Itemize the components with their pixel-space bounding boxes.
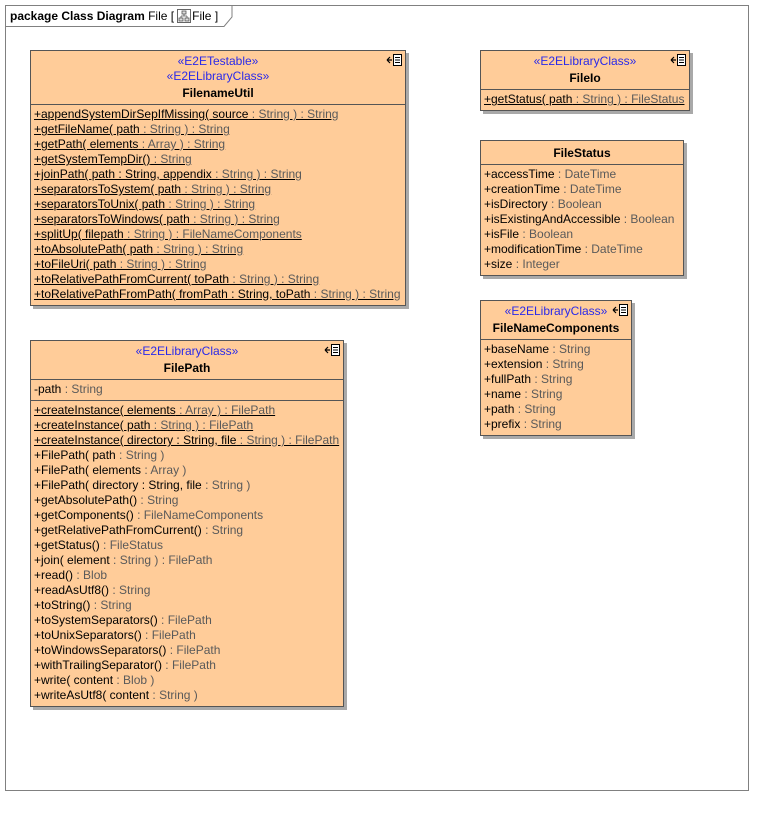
class-name: FilePath (163, 361, 211, 375)
operation-row[interactable] (34, 212, 402, 227)
operation-row[interactable] (34, 152, 402, 167)
member-type: : Boolean (547, 197, 602, 211)
member-type: : Array ) : String (138, 137, 226, 151)
member-signature: +isFile (484, 227, 520, 241)
stereotype-label: «E2ELibraryClass» (533, 54, 637, 68)
member-signature: +getPath( elements (34, 137, 139, 151)
attributes-compartment (481, 339, 631, 435)
operation-row[interactable] (34, 227, 402, 242)
member-type: : Array ) (141, 463, 187, 477)
member-type: : String (90, 598, 132, 612)
diagram-kind: package (10, 9, 59, 23)
class-filestatus[interactable] (480, 140, 684, 276)
member-signature: +fullPath (484, 372, 532, 386)
attribute-row[interactable] (484, 417, 628, 432)
operation-row[interactable] (34, 628, 340, 643)
class-name: FilenameUtil (182, 86, 254, 100)
operation-row[interactable] (34, 553, 340, 568)
member-type: : String ) : String (310, 287, 401, 301)
member-type: : DateTime (559, 182, 622, 196)
attribute-row[interactable] (484, 342, 628, 357)
operation-row[interactable] (34, 538, 340, 553)
member-type: : String ) : String (229, 272, 320, 286)
attribute-row[interactable] (484, 372, 628, 387)
member-signature: +createInstance( elements (34, 403, 176, 417)
operation-row[interactable] (34, 433, 340, 448)
member-signature: +prefix (484, 417, 521, 431)
operation-row[interactable] (34, 197, 402, 212)
attributes-compartment (481, 164, 683, 275)
member-type: : String ) : FileNameComponents (123, 227, 302, 241)
stereotype-label: «E2ETestable» (177, 54, 259, 68)
member-signature: +name (484, 387, 522, 401)
operations-compartment (31, 400, 343, 706)
member-signature: +size (484, 257, 513, 271)
operation-row[interactable] (34, 613, 340, 628)
attribute-row[interactable] (484, 257, 680, 272)
member-type: : String ) (201, 478, 251, 492)
operation-row[interactable] (34, 598, 340, 613)
operation-row[interactable] (34, 418, 340, 433)
member-type: : String (61, 382, 103, 396)
member-signature: +creationTime (484, 182, 560, 196)
member-signature: +read() (34, 568, 74, 582)
operation-row[interactable] (34, 463, 340, 478)
member-type: : String ) : String (153, 242, 244, 256)
operation-row[interactable] (34, 643, 340, 658)
operation-row[interactable] (34, 658, 340, 673)
class-header (481, 51, 689, 89)
member-signature: +toUnixSeparators() (34, 628, 142, 642)
member-type: : String ) : FileStatus (572, 92, 685, 106)
member-type: : Boolean (620, 212, 675, 226)
member-type: : String (514, 402, 556, 416)
member-type: : String ) : FilePath (150, 418, 254, 432)
member-type: : Array ) : FilePath (175, 403, 276, 417)
member-type: : String ) : FilePath (109, 553, 213, 567)
diagram-name: File (148, 9, 168, 23)
diagram-header-tab (5, 5, 232, 27)
member-type: : String (531, 372, 573, 386)
operation-row[interactable] (34, 493, 340, 508)
member-signature: +toRelativePathFromPath( fromPath : String, toPath (34, 287, 311, 301)
member-signature: +splitUp( filepath (34, 227, 124, 241)
member-signature: +FilePath( path (34, 448, 116, 462)
operation-row[interactable] (34, 182, 402, 197)
member-type: : String (520, 417, 562, 431)
member-type: : String (109, 583, 151, 597)
member-signature: +getRelativePathFromCurrent() (34, 523, 202, 537)
diagram-type-label: Class Diagram (61, 9, 145, 23)
member-signature: +baseName (484, 342, 550, 356)
operation-row[interactable] (34, 272, 402, 287)
member-signature: +toFileUri( path (34, 257, 117, 271)
bracket-close: ] (214, 9, 219, 23)
member-signature: +readAsUtf8() (34, 583, 110, 597)
member-type: : Blob ) (113, 673, 155, 687)
member-type: : String ) : String (139, 122, 230, 136)
operation-row[interactable] (34, 523, 340, 538)
attribute-row[interactable] (484, 167, 680, 182)
operation-row[interactable] (34, 403, 340, 418)
attribute-row[interactable] (484, 402, 628, 417)
class-element-icon (670, 54, 686, 66)
member-signature: +getStatus() (34, 538, 100, 552)
diagram-owner: File (192, 9, 212, 23)
class-header (481, 141, 683, 164)
operation-row[interactable] (34, 107, 402, 122)
member-type: : String ) (115, 448, 165, 462)
class-element-icon (386, 54, 402, 66)
member-type: : FileStatus (99, 538, 164, 552)
member-type: : String (201, 523, 244, 537)
member-signature: +createInstance( directory : String, file (34, 433, 237, 447)
member-type: : String (549, 342, 591, 356)
member-signature: +writeAsUtf8( content (34, 688, 150, 702)
operation-row[interactable] (34, 583, 340, 598)
member-signature: +getSystemTempDir() (34, 152, 151, 166)
member-type: : FileNameComponents (133, 508, 264, 522)
member-type: : String ) : String (165, 197, 256, 211)
class-element-icon (324, 344, 340, 356)
member-type: : String (150, 152, 192, 166)
member-signature: +toSystemSeparators() (34, 613, 158, 627)
member-signature: +join( element (34, 553, 110, 567)
member-signature: +isExistingAndAccessible (484, 212, 621, 226)
member-signature: +extension (484, 357, 543, 371)
member-signature: +toAbsolutePath( path (34, 242, 154, 256)
operation-row[interactable] (484, 92, 686, 107)
class-filepath[interactable] (30, 340, 344, 707)
stereotype-label: «E2ELibraryClass» (166, 69, 270, 83)
class-fileio[interactable] (480, 50, 690, 111)
member-signature: +getFileName( path (34, 122, 140, 136)
member-type: : String ) (149, 688, 198, 702)
class-name: FileStatus (553, 146, 611, 160)
member-type: : Blob (73, 568, 108, 582)
attribute-row[interactable] (484, 387, 628, 402)
member-type: : String ) : String (211, 167, 302, 181)
member-type: : FilePath (141, 628, 196, 642)
member-signature: +joinPath( path : String, appendix (34, 167, 212, 181)
class-element-icon (612, 304, 628, 316)
member-signature: +write( content (34, 673, 114, 687)
member-type: : String ) : FilePath (236, 433, 340, 447)
member-signature: +separatorsToUnix( path (34, 197, 166, 211)
operation-row[interactable] (34, 257, 402, 272)
class-filenameutil[interactable] (30, 50, 406, 306)
member-type: : String (137, 493, 179, 507)
member-signature: +toWindowsSeparators() (34, 643, 167, 657)
attribute-row[interactable] (484, 197, 680, 212)
member-signature: +getStatus( path (484, 92, 573, 106)
operation-row[interactable] (34, 448, 340, 463)
operation-row[interactable] (34, 287, 402, 302)
operation-row[interactable] (34, 478, 340, 493)
class-header (31, 341, 343, 379)
member-signature: +getAbsolutePath() (34, 493, 138, 507)
member-type: : String ) : String (189, 212, 280, 226)
member-signature: +getComponents() (34, 508, 134, 522)
member-signature: +appendSystemDirSepIfMissing( source (34, 107, 249, 121)
operation-row[interactable] (34, 673, 340, 688)
class-filenamecomponents[interactable] (480, 300, 632, 436)
operation-row[interactable] (34, 137, 402, 152)
member-type: : DateTime (581, 242, 643, 256)
class-header (31, 51, 405, 104)
operations-compartment (481, 89, 689, 110)
member-type: : FilePath (166, 643, 221, 657)
member-signature: +createInstance( path (34, 418, 151, 432)
operation-row[interactable] (34, 508, 340, 523)
member-type: : Boolean (519, 227, 574, 241)
member-type: : String (542, 357, 584, 371)
operation-row[interactable] (34, 242, 402, 257)
member-signature: +separatorsToSystem( path (34, 182, 182, 196)
package-diagram-icon (177, 9, 191, 23)
class-name: FileNameComponents (492, 321, 620, 335)
member-signature: +toRelativePathFromCurrent( toPath (34, 272, 230, 286)
member-type: : String ) : String (116, 257, 207, 271)
stereotype-label: «E2ELibraryClass» (135, 344, 239, 358)
member-signature: +FilePath( elements (34, 463, 142, 477)
member-signature: +withTrailingSeparator() (34, 658, 162, 672)
class-header (481, 301, 631, 339)
member-signature: +toString() (34, 598, 91, 612)
operation-row[interactable] (34, 688, 340, 703)
attribute-row[interactable] (484, 357, 628, 372)
operation-row[interactable] (34, 568, 340, 583)
attribute-row[interactable] (484, 227, 680, 242)
operation-row[interactable] (34, 122, 402, 137)
member-type: : FilePath (157, 613, 212, 627)
stereotype-label: «E2ELibraryClass» (504, 304, 608, 318)
member-type: : DateTime (554, 167, 617, 181)
member-type: : String (521, 387, 563, 401)
attribute-row[interactable] (34, 382, 340, 397)
attribute-row[interactable] (484, 182, 680, 197)
member-signature: +isDirectory (484, 197, 548, 211)
attribute-row[interactable] (484, 212, 680, 227)
member-signature: +FilePath( directory : String, file (34, 478, 202, 492)
member-type: : String ) : String (181, 182, 272, 196)
operation-row[interactable] (34, 167, 402, 182)
bracket-open: [ (170, 9, 175, 23)
attribute-row[interactable] (484, 242, 680, 257)
member-type: : FilePath (161, 658, 216, 672)
member-type: : Integer (512, 257, 560, 271)
member-signature: +accessTime (484, 167, 555, 181)
member-signature: +separatorsToWindows( path (34, 212, 190, 226)
member-type: : String ) : String (248, 107, 339, 121)
diagram-title (5, 5, 232, 27)
member-signature: +path (484, 402, 515, 416)
class-name: FileIo (569, 71, 601, 85)
attributes-compartment (31, 379, 343, 400)
member-signature: -path (34, 382, 62, 396)
member-signature: +modificationTime (484, 242, 582, 256)
operations-compartment (31, 104, 405, 305)
